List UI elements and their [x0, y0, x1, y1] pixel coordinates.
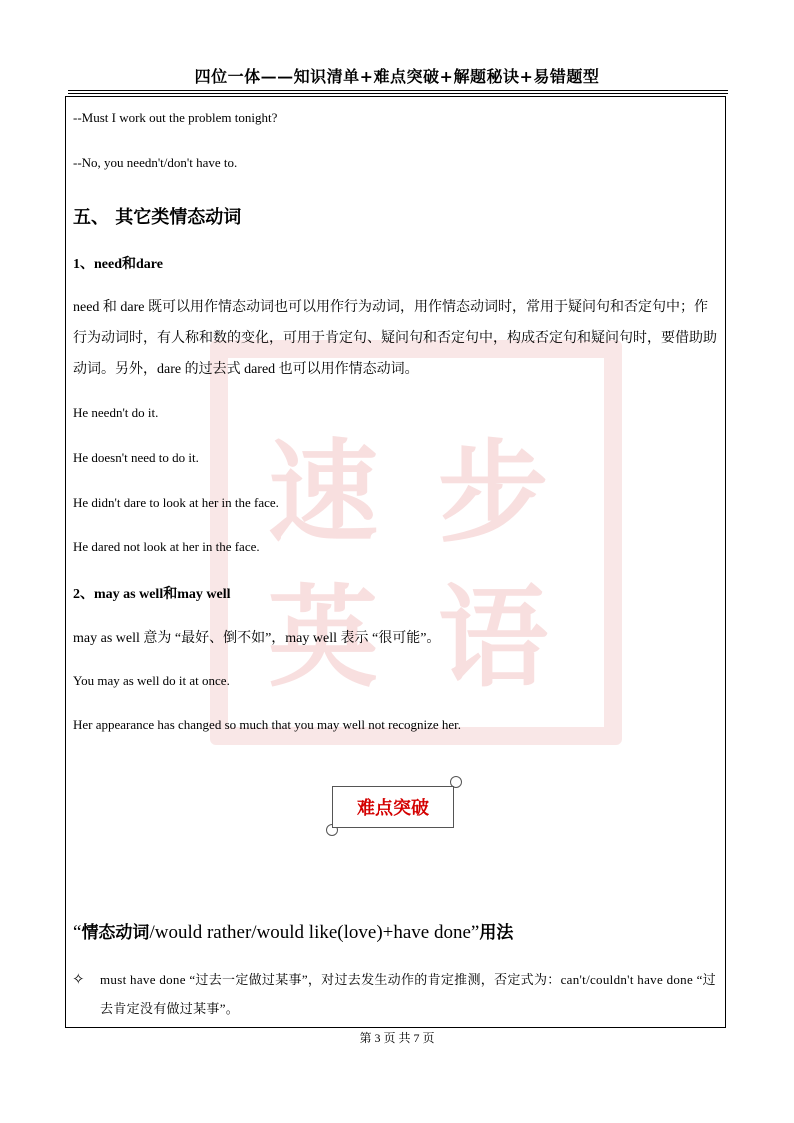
content-frame [65, 96, 726, 1028]
watermark-char: 速 [268, 428, 378, 557]
subsection-title: 2、may as well和may well [73, 587, 231, 602]
usage-title-en: /would rather/would like(love)+have done” [149, 922, 480, 943]
usage-title-open-quote: “ [73, 922, 82, 943]
example-sentence: He needn't do it. [73, 405, 159, 420]
example-sentence: He doesn't need to do it. [73, 450, 199, 465]
example-sentence: He didn't dare to look at her in the face. [73, 495, 279, 510]
section-title: 五、 其它类情态动词 [73, 207, 242, 228]
header-rule [68, 90, 728, 91]
page-header: 四位一体——知识清单+难点突破+解题秘诀+易错题型 [194, 67, 600, 86]
watermark-char: 步 [438, 428, 548, 557]
example-sentence: He dared not look at her in the face. [73, 539, 260, 554]
header-rule-thin [68, 93, 728, 94]
example-sentence: Her appearance has changed so much that you may well not recognize her. [73, 717, 462, 732]
paragraph: may as well 意为 “最好、倒不如”，may well 表示 “很可能”。 [73, 631, 441, 646]
usage-title-zh: 用法 [479, 923, 514, 943]
diamond-bullet-icon: ✧ [72, 972, 85, 988]
watermark-char: 语 [438, 573, 548, 702]
usage-title [73, 918, 513, 944]
paragraph: need 和 dare 既可以用作情态动词也可以用作行为动词，用作情态动词时，常用于疑问句和否定句中；作行为动词时，有人称和数的变化，可用于肯定句、疑问句和否定句中，构成否定句和疑问句时，要借助助动词。另外，dare 的过去式 dared 也可以用作情态动词。 [73, 300, 717, 377]
dialog-question: --Must I work out the problem tonight? [73, 110, 278, 125]
usage-title-zh: 情态动词 [81, 923, 150, 943]
subsection-title: 1、need和dare [73, 257, 163, 272]
banner-label: 难点突破 [332, 786, 454, 828]
watermark-char: 英 [268, 573, 378, 702]
example-sentence: You may as well do it at once. [73, 673, 230, 688]
difficulty-banner [326, 778, 460, 834]
bullet-text: must have done “过去一定做过某事”，对过去发生动作的肯定推测，否定式为：can't/couldn't have done “过去肯定没有做过某事”。 [100, 972, 716, 1016]
dialog-answer: --No, you needn't/don't have to. [73, 155, 238, 170]
page-footer: 第 3 页 共 7 页 [359, 1031, 435, 1045]
